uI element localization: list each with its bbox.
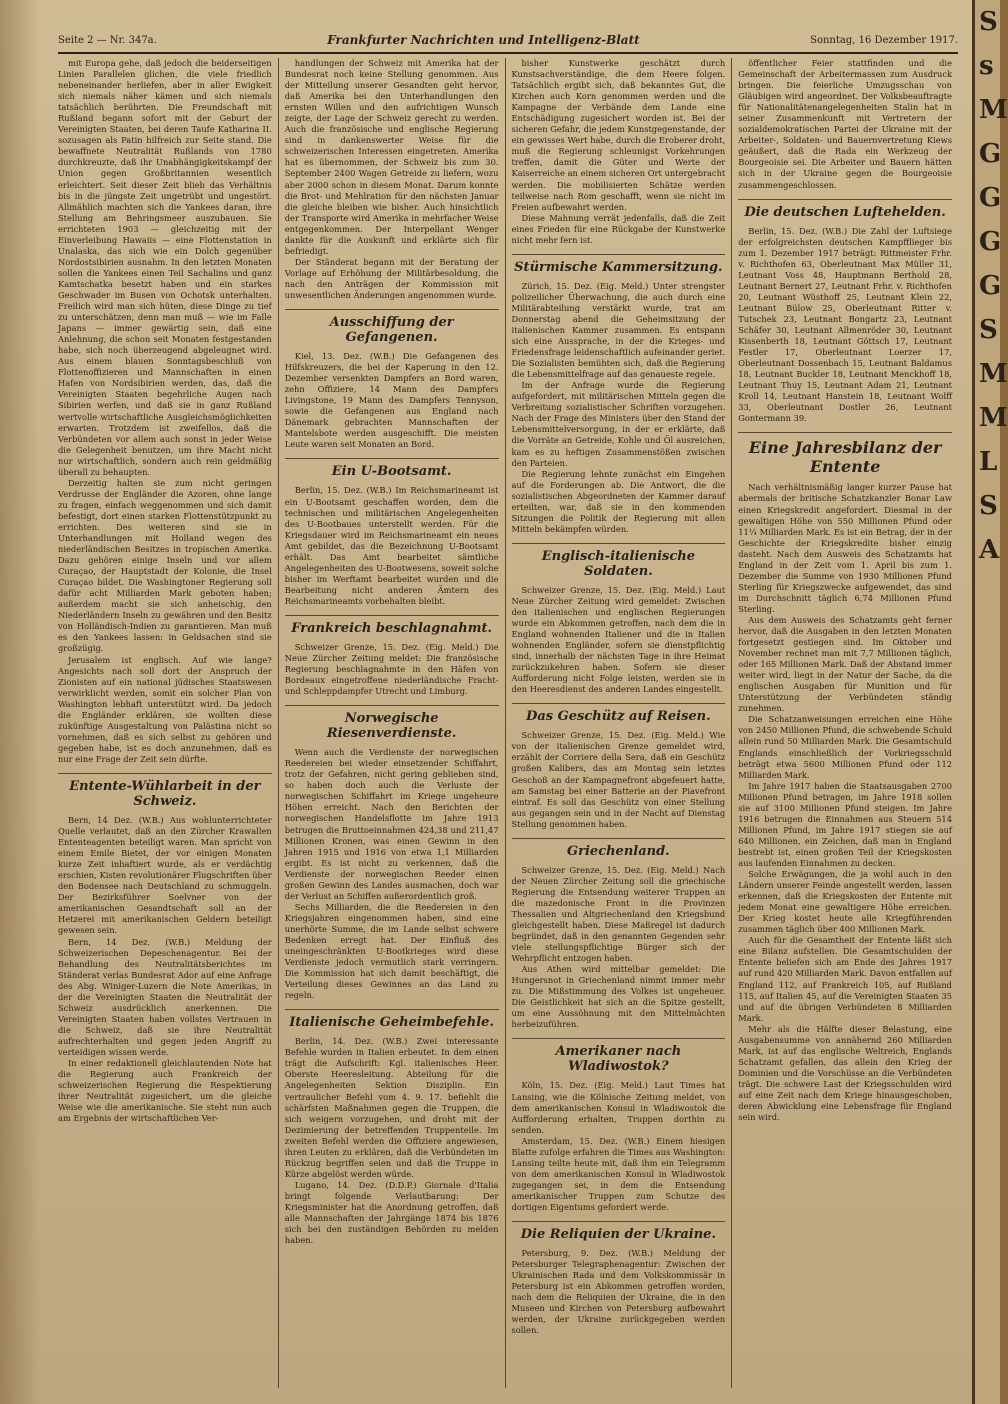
article-paragraph: Lugano, 14. Dez. (D.D.P.) Giornale d'Italia bringt folgende Verlautbarung: Der Kriegsminister hat die Anordnung getroffen, daß alle Mannschaften der Jahrgänge 1874 bis 1876 sich bei den zuständigen Behörden zu melden haben. xyxy=(284,1179,499,1246)
article-paragraph: Aus Athen wird mittelbar gemeldet: Die Hungersnot in Griechenland nimmt immer mehr zu. Die Mißstimmung des Volkes ist ungeheuer. Die Geistlichkeit hat sich an die Spitze gestellt, um eine Aussöhnung mit den Mittelmächten herbeizuführen. xyxy=(511,964,726,1030)
article-paragraph: Schweizer Grenze, 15. Dez. (Eig. Meld.) Nach der Neuen Zürcher Zeitung soll die griechische Regierung die Entsendung weiterer Truppen an die mazedonische Front in die Provinzen Thessalien und Altgriechenland den Kriegsbund gleichgestellt haben. Diese Maßregel ist dadurch begründet, daß in den genannten Gegenden sehr viele stellungspflichtige Bürger sich der Wehrpflicht entzogen haben. xyxy=(511,864,726,964)
article-paragraph: Schweizer Grenze, 15. Dez. (Eig. Meld.) Wie von der italienischen Grenze gemeldet wird, erzählt der Corriere della Sera, daß ein Geschütz großen Kalibers, das am Montag sein letztes Geschoß an der Kampagnefront abgefeuert hatte, am Samstag bei einer Batterie an der Piavefront eintraf. Es soll das Geschütz von einer Stellung aus gegangen sein und in der Nacht auf Dienstag Stellung genommen haben. xyxy=(511,730,726,829)
article-paragraph: Schweizer Grenze, 15. Dez. (Eig. Meld.) Laut Neue Zürcher Zeitung wird gemeldet: Zwischen den italienischen und englischen Regierungen wurde ein Abkommen getroffen, nach dem die in England wohnenden Italiener und die in Italien wohnenden Engländer, sofern sie dienstpflichtig sind, innerhalb der nächsten Tage in ihre Heimat zurückzukehren haben. Sofern sie dieser Aufforderung nicht Folge leisten, werden sie in den Heeresdienst des anderen Landes eingestellt. xyxy=(511,584,726,695)
article-headline: Stürmische Kammersitzung. xyxy=(512,254,726,275)
adjacent-page-letter: L xyxy=(979,447,998,477)
article-headline: Griechenland. xyxy=(512,838,726,859)
adjacent-page-letter: S xyxy=(979,7,998,37)
article-headline: Eine Jahresbilanz der Entente xyxy=(738,432,952,476)
article-paragraph: handlungen der Schweiz mit Amerika hat der Bundesrat noch keine Stellung genommen. Aus der Mitteilung unserer Gesandten geht hervor, daß Amerika bei den Unterhandlungen den ernsten Willen und den aufrichtigen Wunsch zeigte, der Lage der Schweiz gerecht zu werden. Auch die französische und englische Regierung sind in dankenswerter Weise für die schweizerischen Interessen eingetreten. Amerika hat es übernommen, der Schweiz bis zum 30. September 2400 Wagen Getreide zu liefern, wozu aber 2000 schon in diesem Monat. Darum konnte die Brot- und Mehlration für den nächsten Januar die gleiche bleiben wie bisher. Auch hinsichtlich der Transporte wird Amerika in mehrfacher Weise entgegenkommen. Der Interpellant Wenger dankte für die Auskunft und erklärte sich für befriedigt. xyxy=(284,58,499,256)
article-headline: Italienische Geheimbefehle. xyxy=(285,1009,499,1030)
article-paragraph: Derzeitig halten sie zum nicht geringen Verdrusse der Engländer die Azoren, ohne lange zu fragen, einfach weggenommen und sich damit befestigt, dort einen starken Flottenstützpunkt zu errichten. Des weiteren sind sie in Unterhandlungen mit Holland wegen des niederländischen Besitzes in tropischen Amerika. Dazu gehören einige Inseln und vor allem Curaçao, der Hauptstadt der Kolonie, die Insel Curaçao bildet. Die Washingtoner Regierung soll dafür acht Milliarden Mark geboten haben; außerdem macht sie sich anheischig, den Niederländern Inseln zu gewähren und den Besitz von Holländisch-Indien zu garantieren. Man muß es den Yankees lassen: in Geldsachen sind sie großzügig. xyxy=(58,477,272,654)
article-paragraph: Bern, 14 Dez. (W.B.) Aus wohlunterrichteter Quelle verlautet, daß an den Zürcher Krawallen Ententeagenten beteiligt waren. Man spricht von einem Emile Bietet, der vor einigen Monaten kurze Zeit inhaftiert wurde, als er verdächtig erschien, Kisten revolutionärer Flugschriften über den Bodensee nach Deutschland zu schmuggeln. Der Bezirksführer Soelvner von der amerikanischen Gesandtschaft soll an der Hetzerei mit amerikanischen Geldern beteiligt gewesen sein. xyxy=(58,815,272,936)
adjacent-page-letter: G xyxy=(979,183,1002,213)
date-line: Sonntag, 16 Dezember 1917. xyxy=(810,34,958,46)
article-paragraph: Jerusalem ist englisch. Auf wie lange? Angesichts nach soll dort der Anspruch der Zionisten auf ein national jüdisches Staatswesen verwirklicht werden, somit ein solcher Plan von Washington lebhaft unterstützt wird. Da jedoch die Engländer erklären, sie wollten diese zukünftige Ausgestaltung von Palästina nicht so vornehmen, daß es sich selbst zu gehören und gegeben habe, ist es doch anzunehmen, daß es nur eine Frage der Zeit sein dürfte. xyxy=(58,654,272,764)
article-paragraph: Aus dem Ausweis des Schatzamts geht ferner hervor, daß die Ausgaben in den letzten Monaten fortgesetzt gestiegen sind. Im Oktober und November rechnet man mit 7,7 Millionen täglich, oder 165 Millionen Mark. Daß der Abstand immer weiter wird, liegt in der Natur der Sache, da die englischen Ausgaben für Munition und für Unterstützung der Verbündeten ständig zunehmen. xyxy=(738,614,952,714)
article-paragraph: mit Europa gehe, daß jedoch die beiderseitigen Linien Parallelen glichen, die viele friedlich nebeneinander herliefen, aber in aller Ewigkeit sich niemals näher kämen und sich niemals tatsächlich berührten. Die Freundschaft mit Rußland begann sofort mit der Geburt der Vereinigten Staaten, bei deren Taufe Katharina II. sozusagen als Patin hilfreich zur Seite stand. Die bewaffnete Neutralität Rußlands von 1780 durchkreuzte, daß ihr Unabhängigkeitskampf der Union gegen Großbritannien wesentlich erleichtert. Seit dieser Zeit blieb das Verhältnis bis in die jüngste Zeit ungetrübt und ungestört. Allmählich machten sich die Yankees daran, ihre Stellung am Behringsmeer auszubauen. Sie errichteten 1903 — gleichzeitig mit der Einverleibung Hawaiis — eine Flottenstation in Unalaska, das sich wie ein Dolch gegenüber Nordostsibirien ausnahm. In den letzten Monaten sollen die Yankees einen Teil Sachalins und ganz Kamtschatka besetzt haben und ein starkes Geschwader im Busen von Ochotsk unterhalten. Freilich wird man sich hüten, diese Dinge zu tief zu unterschätzen, denn man muß — wie im Falle Japans — immer gewärtig sein, daß eine Anlehnung, die schon seit Monaten festgestanden habe, sich noch überzeugend abgeleugnet wird. Aus einem blauen Sonntagsbeschluß von Flottenoffizieren und Mannschaften in einen Hafen von Nordsibirien werden, das, daß die Vereinigten Staaten begehrliche Augen nach Sibirien werfen, und daß sie in ganz Rußland wertvolle wirtschaftliche Ausgleichsmöglichkeiten erwarten. Trotzdem ist zweifellos, daß die Verbündeten vor allem auch sonst in jeder Weise die Gelegenheit benutzen, um ihre Macht nicht nur wirtschaftlich, sondern auch rein geldmäßig überall zu behaupten. xyxy=(58,58,272,477)
column-4 xyxy=(738,58,958,1388)
article-headline: Die deutschen Luftehelden. xyxy=(738,199,952,220)
adjacent-page-letter: M xyxy=(979,95,1008,125)
article-headline: Ausschiffung der Gefangenen. xyxy=(285,309,499,345)
article-paragraph: Nach verhältnismäßig langer kurzer Pause hat abermals der britische Schatzkanzler Bonar Law einen Kriegskredit angefordert. Diesmal in der gewaltigen Höhe von 550 Millionen Pfund oder 11¼ Milliarden Mark. Es ist ein Betrag, der in der Geschichte der Kriegskredite bisher einzig dasteht. Nach dem Ausweis des Schatzamts hat England in der Zeit vom 1. April bis zum 1. Dezember die Summe von 1930 Millionen Pfund Sterling für Kriegszwecke aufgewendet, das sind im Durchschnitt täglich 6,74 Millionen Pfund Sterling. xyxy=(738,482,952,614)
article-headline: Entente-Wühlarbeit in der Schweiz. xyxy=(58,773,272,809)
column-2 xyxy=(285,58,506,1388)
article-paragraph: Schweizer Grenze, 15. Dez. (Eig. Meld.) Die Neue Zürcher Zeitung meldet: Die französische Regierung beschlagnahmte in den Häfen von Bordeaux eingetroffene niederländische Fracht- und Schleppdampfer Utrecht und Limburg. xyxy=(284,641,499,697)
article-paragraph: Berlin, 14. Dez. (W.B.) Zwei interessante Befehle wurden in Italien erbeutet. In dem einen trägt die Aufschrift: Kgl. italienisches Heer. Oberste Heeresleitung. Abteilung für die Angelegenheiten Sektion Disziplin. Ein vertraulicher Befehl vom 4. 9. 17. befiehlt die schärfsten Maßnahmen gegen die Truppen, die sich weigern vorzugehen, und droht mit der Dezimierung der betreffenden Truppenteile. Im zweiten Befehl werden die Offiziere angewiesen, ihren Leuten zu erklären, daß die Verbündeten im Rückzug begriffen seien und daß die Truppe in Kürze abgelöst werden würde. xyxy=(284,1036,499,1179)
adjacent-page-letter: M xyxy=(979,403,1008,433)
page-number: Seite 2 — Nr. 347a. xyxy=(58,34,157,46)
article-paragraph: Bern, 14 Dez. (W.B.) Meldung der Schweizerischen Depeschenagentur. Bei der Behandlung des Neutralitätsberichtes im Ständerat verlas Bundesrat Ador auf eine Anfrage des Abg. Winiger-Luzern die Note Amerikas, in der die Vereinigten Staaten die Neutralität der Schweiz ausdrücklich anerkennen. Die Vereinigten Staaten haben vollstes Vertrauen in die Schweiz, daß sie ihre Neutralität aufrechterhalten und gegen jeden Angriff zu verteidigen wissen werde. xyxy=(58,936,272,1057)
article-paragraph: Petersburg, 9. Dez. (W.B.) Meldung der Petersburger Telegraphenagentur: Zwischen der Ukrainischen Rada und dem Volkskommissär in Petersburg ist ein Abkommen getroffen worden, nach dem die Reliquien der Ukraine, die in den Museen und Kirchen von Petersburg aufbewahrt werden, der Ukraine zurückgegeben werden sollen. xyxy=(511,1248,726,1336)
article-paragraph: Berlin, 15. Dez. (W.B.) Im Reichsmarineamt ist ein U-Bootsamt geschaffen worden, dem die technischen und militärischen Angelegenheiten des U-Bootbaues unterstellt werden. Für die Kriegsdauer wird im Reichsmarineamt ein neues Amt gebildet, das die Bezeichnung U-Bootsamt erhält. Das Amt bearbeitet sämtliche Angelegenheiten des U-Bootwesens, soweit solche bisher im Werftamt bearbeitet wurden und die Bearbeitung nicht anderen Ämtern des Reichsmarineamts vorbehalten bleibt. xyxy=(284,485,499,606)
adjacent-page-letter: S xyxy=(979,315,998,345)
article-paragraph: Die Schatzanweisungen erreichen eine Höhe von 2450 Millionen Pfund, die schwebende Schuld allein rund 50 Milliarden Mark. Die Gesamtschuld Englands einschließlich der Vorkriegsschuld beträgt etwa 5600 Millionen Pfund oder 112 Milliarden Mark. xyxy=(738,714,952,780)
article-paragraph: öffentlicher Feier stattfinden und die Gemeinschaft der Arbeitermassen zum Ausdruck bringen. Die feierliche Umzugsschau von Gläubigen wird angeordnet. Der Volksbeauftragte für Nationalitätenangelegenheiten Stalin hat in seiner Zusammenkunft mit Vertretern der sozialdemokratischen Partei der Ukraine mit der Arbeiter-, Soldaten- und Bauernvertretung Kiews geäußert, daß die Rada ein Werkzeug der Bourgeoisie sei. Die Arbeiter und Bauern hätten sich in der Ukraine gegen die Bourgeoisie zusammengeschlossen. xyxy=(738,58,952,190)
masthead: Frankfurter Nachrichten und Intelligenz-Blatt xyxy=(327,33,640,47)
adjacent-page-letter: s xyxy=(979,51,994,81)
adjacent-page-letter: G xyxy=(979,227,1002,257)
article-paragraph: Im Jahre 1917 haben die Staatsausgaben 2700 Millionen Pfund betragen, im Jahre 1918 sollen sie auf 3100 Millionen Pfund steigen. Im Jahre 1916 betrugen die Einnahmen aus Steuern 514 Millionen Pfund, im Jahre 1917 stiegen sie auf 640 Millionen, ein Zeichen, daß man in England bestrebt ist, einen großen Teil der Kriegskosten aus laufenden Einnahmen zu decken. xyxy=(738,780,952,868)
adjacent-page-letter: S xyxy=(979,491,998,521)
page-header xyxy=(58,30,958,50)
article-paragraph: Diese Mahnung verrät jedenfalls, daß die Zeit eines Frieden für eine Rückgabe der Kunstwerke nicht mehr fern ist. xyxy=(511,212,726,245)
article-headline: Die Reliquien der Ukraine. xyxy=(512,1221,726,1242)
article-paragraph: Mehr als die Hälfte dieser Belastung, eine Ausgabensumme von annähernd 260 Milliarden Mark, ist auf das englische Weltreich, Englands Schatzamt gefallen, das allein den Krieg der Dominien und die Vorschüsse an die Verbündeten trägt. Die schwere Last der Kriegsschulden wird auf eine Zeit nach dem Kriege hinausgeschoben, deren Abwicklung eine Lebensfrage für England sein wird. xyxy=(738,1023,952,1123)
adjacent-page-edge xyxy=(972,0,1008,1404)
article-paragraph: In einer redaktionell gleichlautenden Note hat die Regierung auch Frankreich der schweizerischen Regierung die Respektierung ihrer Neutralität zugesichert, um die gleiche Weise wie die amerikanische. Sie steht nun auch am Ergebnis der wirtschaftlichen Ver- xyxy=(58,1058,272,1124)
article-headline: Ein U-Bootsamt. xyxy=(285,458,499,479)
article-paragraph: Köln, 15. Dez. (Eig. Meld.) Laut Times hat Lansing, wie die Kölnische Zeitung meldet, von dem amerikanischen Konsul in Wladiwostok die Aufforderung erhalten, Truppen dorthin zu senden. xyxy=(511,1080,726,1135)
article-paragraph: Im der Anfrage wurde die Regierung aufgefordert, mit militärischen Mitteln gegen die Verbreitung sozialistischer Schriften vorzugehen. Nach der Frage des Ministers über den Stand der Lebensmittelversorgung, in der er erklärte, daß die Vorräte an Getreide, Kohle und Öl ausreichen, kam es zu heftigen Zusammenstößen zwischen den Parteien. xyxy=(511,380,726,468)
article-paragraph: Der Ständerat begann mit der Beratung der Vorlage auf Erhöhung der Militärbesoldung, die nach den Anträgen der Kommission mit unwesentlichen Änderungen angenommen wurde. xyxy=(284,256,499,300)
article-paragraph: Solche Erwägungen, die ja wohl auch in den Ländern unserer Feinde angestellt werden, lassen erkennen, daß die Kriegskosten der Entente mit jedem Monat eine gewaltigere Höhe erreichen. Der Krieg kostet heute alle Kriegführenden zusammen täglich über 400 Millionen Mark. xyxy=(738,869,952,935)
article-paragraph: bisher Kunstwerke geschätzt durch Kunstsachverständige, die dem Heere folgen. Tatsächlich ergibt sich, daß bekanntes Gut, die Kirchen auch Korn genommen werden und die Kampagne der Verbände dem Lande eine Entschädigung zugesichert worden ist. Bei der sicheren Gefahr, die jedem Kunstgegenstande, der ein gewisses Wert habe, durch die Eroberer droht, muß die Regierung schleunigst Vorkehrungen treffen, damit die Güter und Werte der Kaiserreiche an einem sicheren Ort untergebracht werden. Die mobilisierten Schätze werden teilweise nach Rom geschafft, wenn sie nicht im Freien aufbewahrt werden. xyxy=(511,58,726,212)
article-headline: Englisch-italienische Soldaten. xyxy=(512,543,726,579)
article-paragraph: Sechs Milliarden, die die Reedereien in den Kriegsjahren eingenommen haben, sind eine unerhörte Summe, die im Lande selbst schwere Bedenken erregt hat. Der Einfluß des uneingeschränkten U-Bootkrieges wird diese Verdienste jedoch vermutlich stark verringern. Die Kommission hat sich damit beschäftigt, die Verteilung dieses Gewinnes an das Land zu regeln. xyxy=(284,901,499,1001)
article-headline: Norwegische Riesenverdienste. xyxy=(285,705,499,741)
column-3 xyxy=(512,58,733,1388)
article-paragraph: Kiel, 13. Dez. (W.B.) Die Gefangenen des Hilfskreuzers, die bei der Kaperung in den 12. Dezember versenkten Dampfers an Bord waren, zehn Offiziere, 14 Mann des Dampfers Livingstone, 19 Mann des Dampfers Tennyson, sowie die Gefangenen aus England nach Dänemark gebrachten Mannschaften der Mantelsbote werden ausgeschifft. Die meisten Leute waren seit Monaten an Bord. xyxy=(284,351,499,450)
adjacent-page-letter: M xyxy=(979,359,1008,389)
article-headline: Amerikaner nach Wladiwostok? xyxy=(512,1038,726,1074)
columns xyxy=(58,58,958,1388)
adjacent-page-letter: G xyxy=(979,271,1002,301)
adjacent-page-letter: A xyxy=(979,535,1000,565)
article-paragraph: Auch für die Gesamtheit der Entente läßt sich eine Bilanz aufstellen. Die Gesamtschulden der Entente beliefen sich am Ende des Jahres 1917 auf rund 420 Milliarden Mark. Davon entfallen auf England 112, auf Frankreich 105, auf Rußland 115, auf Italien 45, auf die Vereinigten Staaten 35 und auf die übrigen Verbündeten 8 Milliarden Mark. xyxy=(738,935,952,1023)
article-paragraph: Berlin, 15. Dez. (W.B.) Die Zahl der Luftsiege der erfolgreichsten deutschen Kampfflieger bis zum 1. Dezember 1917 beträgt: Rittmeister Frhr. v. Richthofen 63, Oberleutnant Max Müller 31, Leutnant Voss 48, Hauptmann Berthold 28, Leutnant Bernert 27, Leutnant Frhr. v. Richthofen 20, Leutnant Wüsthoff 25, Leutnant Klein 22, Leutnant Bülow 25, Oberleutnant Ritter v. Tutschek 23, Leutnant Bongartz 23, Leutnant Schäfer 30, Leutnant Allmenröder 30, Leutnant Kissenberth 18, Leutnant Göttsch 17, Leutnant Festler 17, Oberleutnant Loerzer 17, Oberleutnant Dossenbach 15, Leutnant Baldamus 18, Leutnant Buckler 18, Leutnant Menckhoff 18, Leutnant Thuy 15, Leutnant Adam 21, Leutnant Kroll 14, Leutnant Hanstein 18, Leutnant Wolff 33, Oberleutnant Dostler 26, Leutnant Gontermann 39. xyxy=(738,225,952,424)
article-headline: Das Geschütz auf Reisen. xyxy=(512,703,726,724)
adjacent-page-letter: G xyxy=(979,139,1002,169)
article-paragraph: Die Regierung lehnte zunächst ein Eingehen auf die Forderungen ab. Die Antwort, die die sozialistischen Abgeordneten der Kammer darauf erteilten, war, daß sie in den kommenden Sitzungen die Politik der Regierung mit allen Mitteln bekämpfen würden. xyxy=(511,468,726,534)
header-rule xyxy=(58,52,958,54)
article-headline: Frankreich beschlagnahmt. xyxy=(285,615,499,636)
article-paragraph: Amsterdam, 15. Dez. (W.B.) Einem hiesigen Blatte zufolge erfahren die Times aus Washington: Lansing teilte heute mit, daß ihm ein Telegramm von dem amerikanischen Konsul in Wladiwostok zugegangen sei, in dem die Entsendung amerikanischer Truppen zum Schutze des dortigen Eigentums gefordert werde. xyxy=(511,1135,726,1212)
article-paragraph: Wenn auch die Verdienste der norwegischen Reedereien bei wieder einsetzender Schiffahrt, trotz der Gefahren, nicht gering geblieben sind, so haben doch auch die Verluste der norwegischen Schiffahrt im Kriege ungeheure Höhen erreicht. Nach den Berichten der norwegischen Handelsflotte im Jahre 1913 betrugen die Bruttoeinnahmen 424,38 und 211,47 Millionen Kronen, was einen Gewinn in den Jahren 1915 und 1916 von etwa 1,1 Milliarden ergibt. Es ist nicht zu verkennen, daß die Verdienste der norwegischen Reeder einen großen Gewinn des Landes ausmachen, doch war der Verlust an Schiffen außerordentlich groß. xyxy=(284,747,499,901)
column-1 xyxy=(58,58,279,1388)
article-paragraph: Zürich, 15. Dez. (Eig. Meld.) Unter strengster polizeilicher Überwachung, die auch durch eine Militärabteilung verstärkt wurde, trat am Donnerstag abend die Geheimsitzung der italienischen Kammer zusammen. Es entspann sich eine Aussprache, in der die Krieges- und Friedensfrage leidenschaftlich aufeinander geriet. Die Sozialisten bemühten sich, daß die Regierung die Lebensmittelfrage auf das genaueste regele. xyxy=(511,280,726,380)
